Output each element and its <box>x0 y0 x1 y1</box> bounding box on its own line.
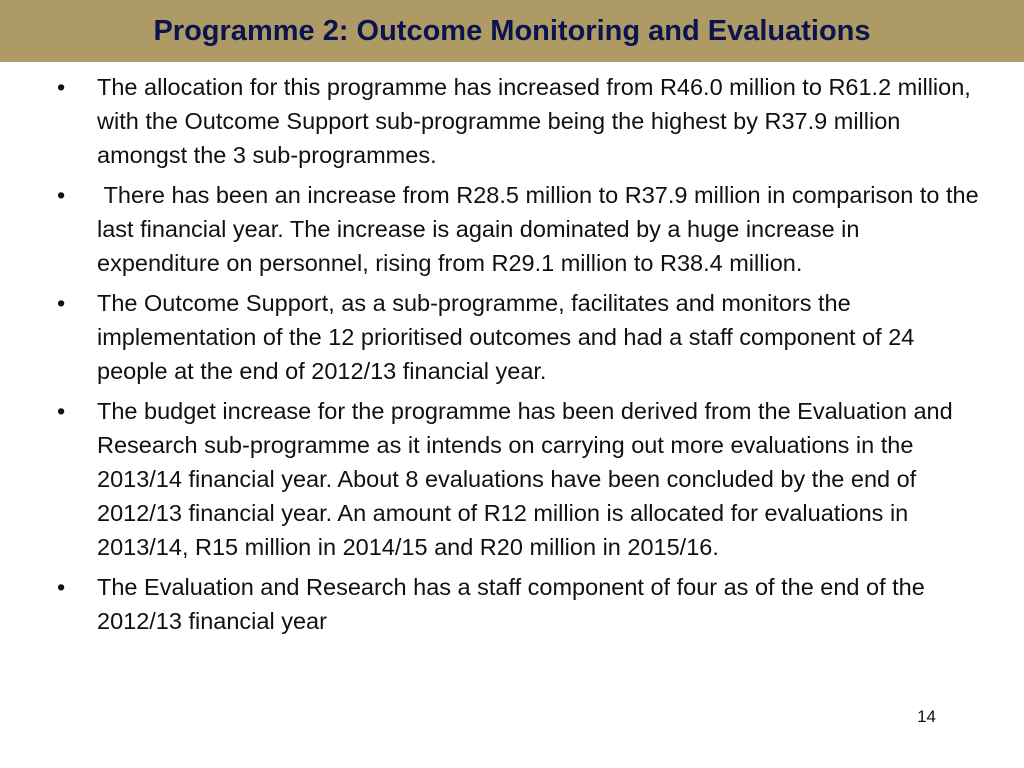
slide-title: Programme 2: Outcome Monitoring and Evaluations <box>153 14 871 47</box>
bullet-icon: • <box>57 290 66 316</box>
bullet-item <box>57 178 987 280</box>
bullet-text: The Evaluation and Research has a staff component of four as of the end of the 2012/13 financial year <box>97 574 925 634</box>
bullet-item <box>57 394 987 564</box>
bullet-text: There has been an increase from R28.5 million to R37.9 million in comparison to the last financial year. The increase is again dominated by a huge increase in expenditure on personnel, rising from R29.1 million to R38.4 million. <box>97 182 986 276</box>
title-bar <box>0 0 1024 62</box>
page-number: 14 <box>917 707 936 726</box>
bullet-item <box>57 70 987 172</box>
bullet-item <box>57 570 987 638</box>
bullet-icon: • <box>57 574 66 600</box>
bullet-icon: • <box>57 182 66 208</box>
bullet-list <box>57 70 987 644</box>
bullet-icon: • <box>57 398 66 424</box>
bullet-icon: • <box>57 74 66 100</box>
bullet-item <box>57 286 987 388</box>
bullet-text: The budget increase for the programme has been derived from the Evaluation and Research sub-programme as it intends on carrying out more evaluations in the 2013/14 financial year. About 8 evaluations have been concluded by the end of 2012/13 financial year. An amount of R12 million is allocated for evaluations in 2013/14, R15 million in 2014/15 and R20 million in 2015/16. <box>97 398 953 560</box>
bullet-text: The Outcome Support, as a sub-programme, facilitates and monitors the implementation of the 12 prioritised outcomes and had a staff component of 24 people at the end of 2012/13 financial year. <box>97 290 915 384</box>
bullet-text: The allocation for this programme has increased from R46.0 million to R61.2 million, with the Outcome Support sub-programme being the highest by R37.9 million amongst the 3 sub-programmes. <box>97 74 971 168</box>
